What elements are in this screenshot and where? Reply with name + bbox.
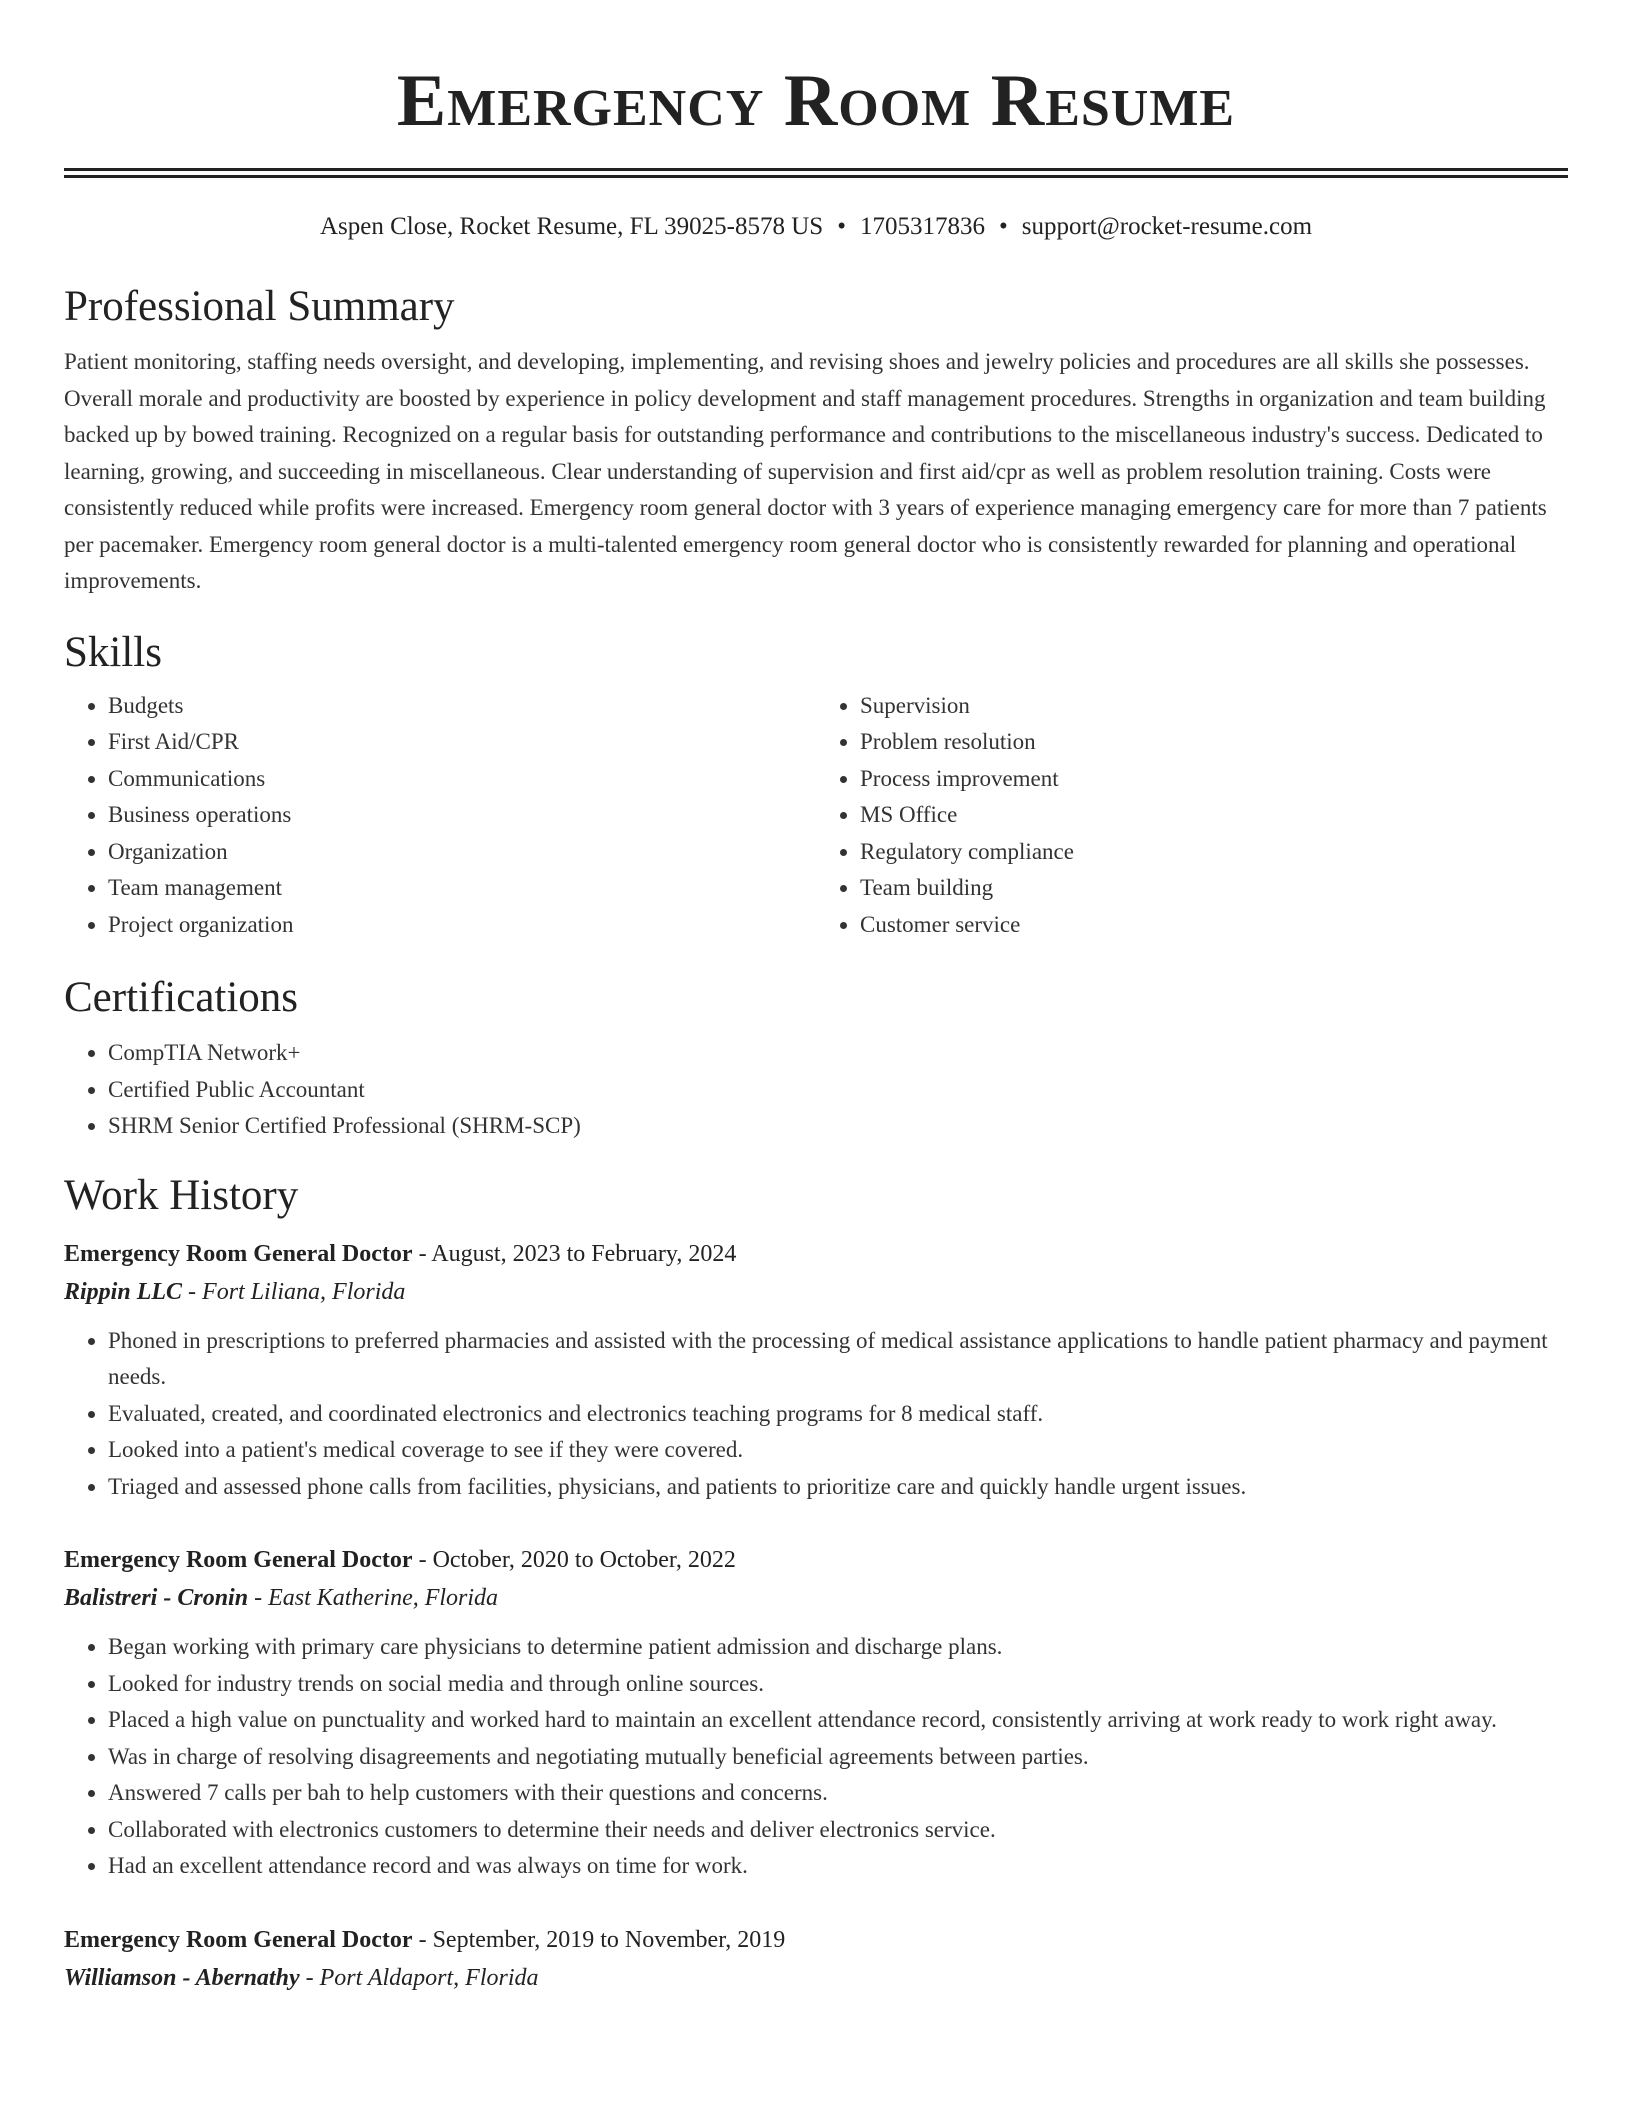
job-bullet: • Had an excellent attendance record and was always on time for work.	[108, 1848, 1568, 1885]
job-role: Emergency Room General Doctor	[64, 1240, 413, 1267]
skill-item: • Budgets	[108, 688, 816, 725]
job-entry	[64, 1235, 1568, 1506]
job-bullet: • Collaborated with electronics customers to determine their needs and deliver electronics service.	[108, 1812, 1568, 1849]
contact-separator: •	[837, 213, 846, 240]
summary-heading: Professional Summary	[64, 283, 455, 330]
skill-item: • Communications	[108, 761, 816, 798]
skill-item: • Business operations	[108, 797, 816, 834]
summary-text: Patient monitoring, staffing needs oversight, and developing, implementing, and revising shoes and jewelry policies and procedures are all skills she possesses. Overall morale and productivity are boosted by experience in policy development and staff management procedures. Strengths in organization and team building backed up by bowed training. Recognized on a regular basis for outstanding performance and contributions to the miscellaneous industry's success. Dedicated to learning, growing, and succeeding in miscellaneous. Clear understanding of supervision and first aid/cpr as well as problem resolution training. Costs were consistently reduced while profits were increased. Emergency room general doctor with 3 years of experience managing emergency care for more than 7 patients per pacemaker. Emergency room general doctor is a multi-talented emergency room general doctor who is consistently rewarded for planning and operational improvements.	[64, 349, 1547, 593]
job-bullet: • Phoned in prescriptions to preferred pharmacies and assisted with the processing of medical assistance applications to handle patient pharmacy and payment needs.	[108, 1323, 1568, 1396]
job-company-line: Balistreri - Cronin - East Katherine, Florida	[64, 1585, 499, 1611]
job-bullet: • Began working with primary care physicians to determine patient admission and discharge plans.	[108, 1629, 1568, 1666]
skill-item: • Organization	[108, 834, 816, 871]
job-bullet: • Triaged and assessed phone calls from facilities, physicians, and patients to prioritize care and quickly handle urgent issues.	[108, 1469, 1568, 1506]
job-company: Rippin LLC	[64, 1278, 183, 1305]
job-title-line: Emergency Room General Doctor - August, 2023 to February, 2024	[64, 1240, 737, 1267]
certification-item: • CompTIA Network+	[108, 1035, 1568, 1072]
skill-item: • First Aid/CPR	[108, 724, 816, 761]
job-bullets	[64, 1629, 1568, 1885]
job-title-line: Emergency Room General Doctor - September, 2019 to November, 2019	[64, 1926, 786, 1953]
contact-address: Aspen Close, Rocket Resume, FL 39025-8578 US	[319, 213, 824, 240]
job-title-line: Emergency Room General Doctor - October, 2020 to October, 2022	[64, 1547, 736, 1573]
job-bullet: • Looked into a patient's medical coverage to see if they were covered.	[108, 1432, 1568, 1469]
job-location: Fort Liliana, Florida	[202, 1278, 406, 1305]
job-bullet: • Placed a high value on punctuality and worked hard to maintain an excellent attendance record, consistently arriving at work ready to work right away.	[108, 1702, 1568, 1739]
contact-line	[64, 212, 1568, 242]
job-role: Emergency Room General Doctor	[64, 1926, 413, 1953]
job-dates: August, 2023 to February, 2024	[431, 1240, 737, 1267]
contact-separator: •	[998, 213, 1008, 240]
job-bullet: • Looked for industry trends on social media and through online sources.	[108, 1666, 1568, 1703]
title-divider	[64, 168, 1568, 178]
job-company: Williamson - Abernathy	[64, 1964, 300, 1991]
resume-title: Emergency Room Resume	[396, 60, 1236, 142]
job-company-line: Rippin LLC - Fort Liliana, Florida	[64, 1278, 406, 1305]
job-location: East Katherine, Florida	[268, 1585, 499, 1611]
job-bullets	[64, 1323, 1568, 1506]
skill-item: • Team management	[108, 870, 816, 907]
job-bullet: • Evaluated, created, and coordinated electronics and electronics teaching programs for 8 medical staff.	[108, 1396, 1568, 1433]
certifications-heading: Certifications	[64, 974, 299, 1021]
skill-item: • Customer service	[860, 907, 1568, 944]
skill-item: • Problem resolution	[860, 724, 1568, 761]
job-company-line: Williamson - Abernathy - Port Aldaport, Florida	[64, 1964, 539, 1991]
job-role: Emergency Room General Doctor	[64, 1547, 413, 1573]
job-company: Balistreri - Cronin	[64, 1585, 249, 1611]
certifications-list	[64, 1035, 1568, 1145]
job-dates: September, 2019 to November, 2019	[432, 1926, 786, 1953]
job-entry	[64, 1921, 1568, 1997]
skill-item: • Team building	[860, 870, 1568, 907]
job-bullet: • Answered 7 calls per bah to help customers with their questions and concerns.	[108, 1775, 1568, 1812]
job-location: Port Aldaport, Florida	[319, 1964, 539, 1991]
skill-item: • Supervision	[860, 688, 1568, 725]
job-entry	[64, 1541, 1568, 1885]
contact-email: support@rocket-resume.com	[1021, 213, 1313, 240]
skill-item: • Regulatory compliance	[860, 834, 1568, 871]
skills-list-right	[816, 688, 1568, 944]
skills-columns	[64, 688, 1568, 944]
skill-item: • Project organization	[108, 907, 816, 944]
skills-heading: Skills	[64, 628, 162, 676]
work-history-heading: Work History	[64, 1171, 299, 1219]
job-dates: October, 2020 to October, 2022	[432, 1547, 736, 1573]
contact-phone: 1705317836	[859, 213, 985, 240]
certification-item: • SHRM Senior Certified Professional (SHRM-SCP)	[108, 1108, 1568, 1145]
skill-item: • MS Office	[860, 797, 1568, 834]
job-bullet: • Was in charge of resolving disagreements and negotiating mutually beneficial agreements between parties.	[108, 1739, 1568, 1776]
skill-item: • Process improvement	[860, 761, 1568, 798]
certification-item: • Certified Public Accountant	[108, 1072, 1568, 1109]
skills-list-left	[64, 688, 816, 944]
